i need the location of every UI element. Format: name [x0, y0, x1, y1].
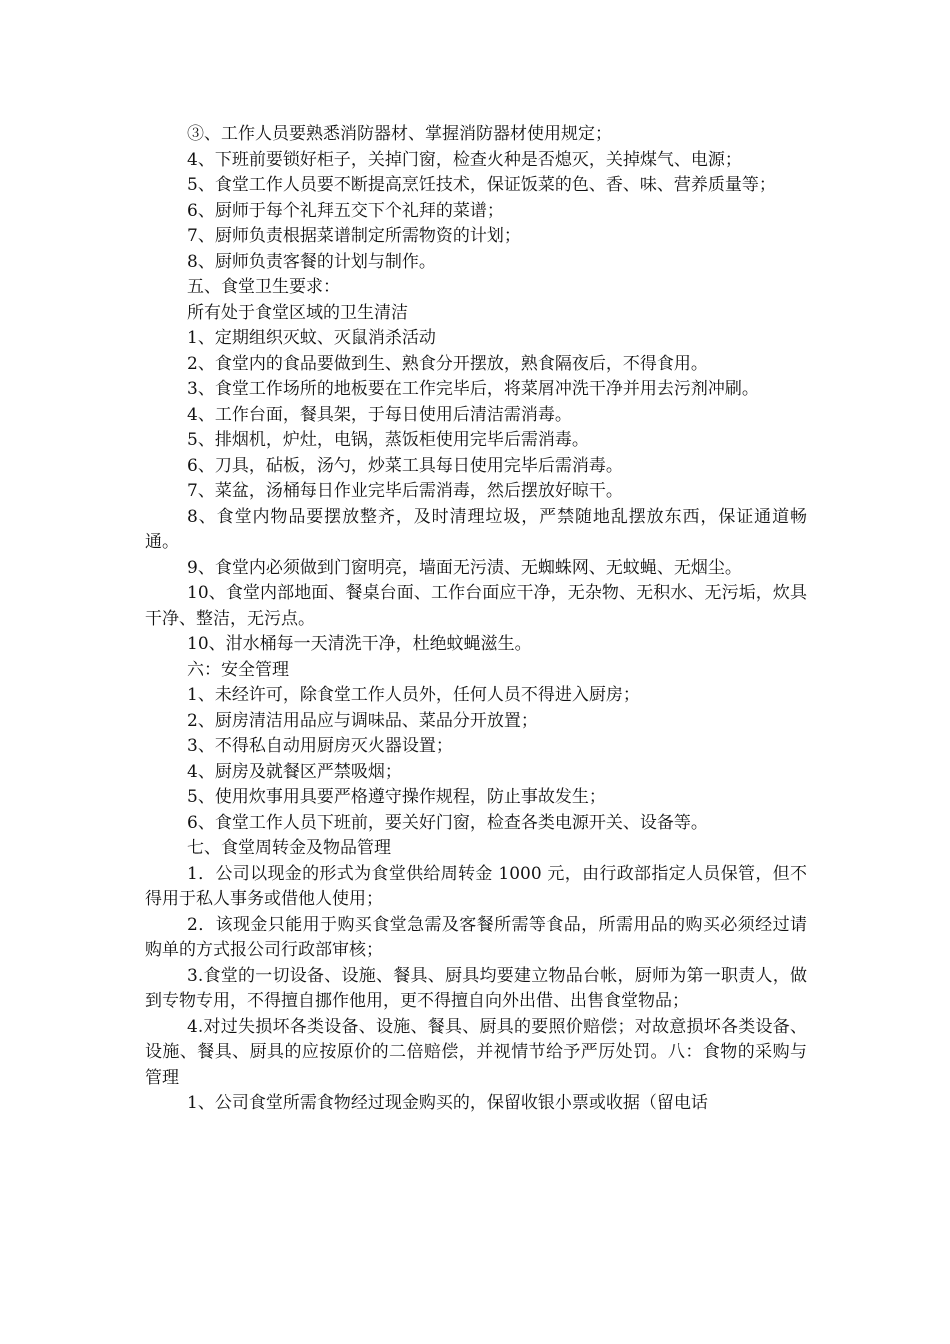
paragraph: 3.食堂的一切设备、设施、餐具、厨具均要建立物品台帐，厨师为第一职责人，做到专物专用，不得擅自挪作他用，更不得擅自向外出借、出售食堂物品；: [145, 965, 807, 1011]
paragraph: 6、厨师于每个礼拜五交下个礼拜的菜谱；: [187, 200, 504, 221]
paragraph: 所有处于食堂区域的卫生清洁: [187, 302, 408, 323]
paragraph: 10、食堂内部地面、餐桌台面、工作台面应干净，无杂物、无积水、无污垢，炊具干净、整洁，无污点。: [145, 583, 807, 629]
paragraph: 10、泔水桶每一天清洗干净，杜绝蚊蝇滋生。: [187, 634, 532, 654]
paragraph: 4.对过失损坏各类设备、设施、餐具、厨具的要照价赔偿；对故意损坏各类设备、设施、餐具、厨具的应按原价的二倍赔偿，并视情节给予严厉处罚。八：食物的采购与管理: [145, 1016, 807, 1088]
paragraph: 9、食堂内必须做到门窗明亮，墙面无污渍、无蜘蛛网、无蚊蝇、无烟尘。: [187, 557, 742, 578]
paragraph: 5、食堂工作人员要不断提高烹饪技术，保证饭菜的色、香、味、营养质量等；: [187, 175, 776, 195]
paragraph: 3、不得私自动用厨房灭火器设置；: [187, 736, 453, 756]
paragraph: 3、食堂工作场所的地板要在工作完毕后，将菜屑冲洗干净并用去污剂冲刷。: [187, 379, 759, 399]
paragraph: ③、工作人员要熟悉消防器材、掌握消防器材使用规定；: [187, 124, 612, 144]
section-heading: 七、食堂周转金及物品管理: [187, 838, 391, 858]
paragraph: 2．该现金只能用于购买食堂急需及客餐所需等食品，所需用品的购买必须经过请购单的方式报公司行政部审核；: [145, 914, 807, 960]
paragraph: 6、食堂工作人员下班前，要关好门窗，检查各类电源开关、设备等。: [187, 812, 708, 833]
paragraph: 8、厨师负责客餐的计划与制作。: [187, 251, 436, 272]
document-page: [145, 122, 807, 1117]
paragraph: 5、使用炊事用具要严格遵守操作规程，防止事故发生；: [187, 787, 606, 807]
paragraph: 4、厨房及就餐区严禁吸烟；: [187, 761, 402, 782]
paragraph: 1、未经许可，除食堂工作人员外，任何人员不得进入厨房；: [187, 685, 640, 705]
paragraph: 5、排烟机，炉灶，电锅，蒸饭柜使用完毕后需消毒。: [187, 430, 589, 450]
paragraph: 4、工作台面，餐具架，于每日使用后清洁需消毒。: [187, 404, 572, 425]
paragraph: 4、下班前要锁好柜子，关掉门窗，检查火种是否熄灭，关掉煤气、电源；: [187, 149, 742, 170]
section-heading: 六：安全管理: [187, 659, 289, 680]
paragraph: 2、食堂内的食品要做到生、熟食分开摆放，熟食隔夜后，不得食用。: [187, 353, 708, 374]
section-heading: 五、食堂卫生要求：: [187, 277, 340, 297]
paragraph: 8、食堂内物品要摆放整齐，及时清理垃圾，严禁随地乱摆放东西，保证通道畅通。: [145, 506, 807, 552]
paragraph: 1、公司食堂所需食物经过现金购买的，保留收银小票或收据（留电话: [187, 1093, 708, 1113]
paragraph: 2、厨房清洁用品应与调味品、菜品分开放置；: [187, 710, 538, 731]
paragraph: 1．公司以现金的形式为食堂供给周转金 1000 元，由行政部指定人员保管，但不得用于私人事务或借他人使用；: [145, 863, 807, 909]
paragraph: 1、定期组织灭蚊、灭鼠消杀活动: [187, 328, 436, 348]
paragraph: 6、刀具，砧板，汤勺，炒菜工具每日使用完毕后需消毒。: [187, 455, 623, 476]
paragraph: 7、菜盆，汤桶每日作业完毕后需消毒，然后摆放好晾干。: [187, 481, 623, 501]
paragraph: 7、厨师负责根据菜谱制定所需物资的计划；: [187, 226, 521, 246]
